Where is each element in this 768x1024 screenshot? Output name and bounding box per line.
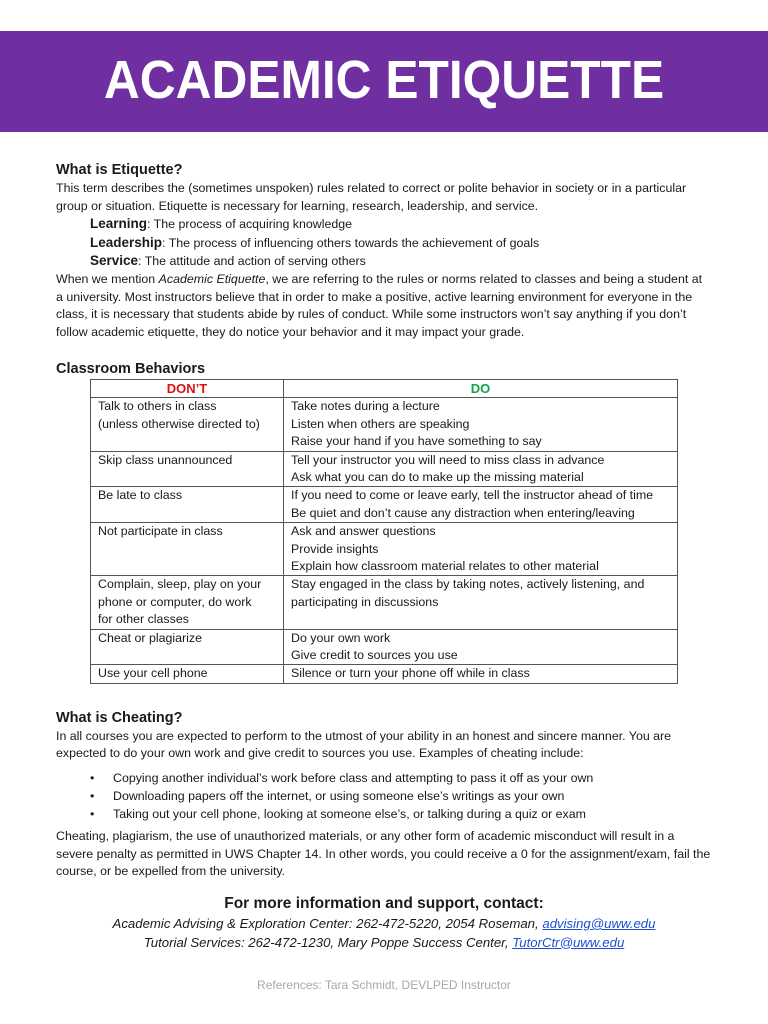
etiquette-intro: This term describes the (sometimes unspoken) rules related to correct or polite behavior in society or in a particular group or situation. Etiquette is necessary for learning, research, leadership, and service. xyxy=(56,181,687,213)
col-dont: DON’T xyxy=(91,380,284,398)
definition-learning: Learning: The process of acquiring knowledge xyxy=(90,216,353,232)
cell-line: Take notes during a lecture xyxy=(291,399,440,414)
cell-do xyxy=(284,629,678,665)
page-title: ACADEMIC ETIQUETTE xyxy=(103,50,665,110)
contact-heading: For more information and support, contact: xyxy=(224,895,544,912)
tutorial-email-link[interactable]: TutorCtr@uww.edu xyxy=(512,934,625,950)
cheating-intro: In all courses you are expected to perform to the utmost of your ability in an honest and sincere manner. You are expected to do your own work and give credit to sources you use. Examples of cheating include: xyxy=(56,728,672,761)
table-row xyxy=(91,665,678,683)
cheating-examples xyxy=(56,769,712,823)
definition-service: Service: The attitude and action of serving others xyxy=(90,253,366,269)
cell-do xyxy=(284,576,678,629)
etiquette-body: When we mention Academic Etiquette, we are referring to the rules or norms related to classes and being a student at a university. Most instructors believe that in order to make a positive, active learning environment for everyone in the class, it is necessary that students abide by rules of conduct. While some instructors won’t say anything if you don’t follow academic etiquette, they do notice your behavior and it may impact your grade. xyxy=(56,271,703,339)
cell-line: Silence or turn your phone off while in class xyxy=(291,666,530,681)
cell-do xyxy=(284,398,678,451)
cell-line: Not participate in class xyxy=(98,524,223,539)
cell-line: Complain, sleep, play on your xyxy=(98,577,262,592)
etiquette-heading: What is Etiquette? xyxy=(56,162,183,178)
col-do: DO xyxy=(284,380,678,398)
cell-do xyxy=(284,487,678,523)
title-banner xyxy=(0,31,768,132)
table-row xyxy=(91,576,678,629)
table-row xyxy=(91,487,678,523)
tutorial-line: Tutorial Services: 262-472-1230, Mary Poppe Success Center, TutorCtr@uww.edu xyxy=(143,934,625,950)
cell-dont xyxy=(91,665,284,683)
cell-dont xyxy=(91,629,284,665)
cell-line: Ask what you can do to make up the missing material xyxy=(291,469,584,484)
cell-line: Cheat or plagiarize xyxy=(98,630,203,645)
table-row xyxy=(91,398,678,451)
cell-line: Raise your hand if you have something to say xyxy=(291,434,542,449)
cheating-section xyxy=(56,708,712,881)
cell-line: Give credit to sources you use xyxy=(291,648,458,663)
cell-line: for other classes xyxy=(98,612,189,627)
cell-do xyxy=(284,523,678,576)
cell-line: Talk to others in class xyxy=(98,399,217,414)
cell-do xyxy=(284,665,678,683)
list-item: • Taking out your cell phone, looking at someone else’s, or talking during a quiz or exam xyxy=(90,805,712,823)
list-item: • Downloading papers off the internet, or using someone else’s writings as your own xyxy=(90,787,712,805)
table-row xyxy=(91,629,678,665)
cell-line: Be late to class xyxy=(98,488,183,503)
advising-line: Academic Advising & Exploration Center: 262-472-5220, 2054 Roseman, advising@uww.edu xyxy=(112,916,656,931)
cell-line: Use your cell phone xyxy=(98,666,208,681)
cell-line: Listen when others are speaking xyxy=(291,416,470,431)
contact-section xyxy=(0,893,768,952)
cell-line: Do your own work xyxy=(291,630,391,645)
cell-dont xyxy=(91,487,284,523)
list-item: • Copying another individual’s work before class and attempting to pass it off as your own xyxy=(90,769,712,787)
table-row xyxy=(91,451,678,487)
behaviors-table xyxy=(90,379,678,684)
cell-line: Skip class unannounced xyxy=(98,452,233,467)
cell-do xyxy=(284,451,678,487)
references: References: Tara Schmidt, DEVLPED Instructor xyxy=(257,978,511,992)
main-content xyxy=(56,160,712,881)
cell-line: participating in discussions xyxy=(291,594,439,609)
table-row xyxy=(91,523,678,576)
behaviors-section xyxy=(56,359,712,684)
cell-line: (unless otherwise directed to) xyxy=(98,416,260,431)
cell-dont xyxy=(91,576,284,629)
cell-line: Explain how classroom material relates to other material xyxy=(291,559,599,573)
cell-line: If you need to come or leave early, tell the instructor ahead of time xyxy=(291,488,654,503)
advising-email-link[interactable]: advising@uww.edu xyxy=(542,916,656,931)
cell-line: Be quiet and don’t cause any distraction when entering/leaving xyxy=(291,505,635,520)
behaviors-heading: Classroom Behaviors xyxy=(56,361,206,378)
cheating-heading: What is Cheating? xyxy=(56,709,183,726)
cell-dont xyxy=(91,523,284,576)
cell-line: Stay engaged in the class by taking notes, actively listening, and xyxy=(291,577,645,592)
cheating-consequence: Cheating, plagiarism, the use of unauthorized materials, or any other form of academic misconduct will result in a severe penalty as permitted in UWS Chapter 14. In other words, you could receive a 0 for the assignment/exam, fail the course, or be expelled from the university. xyxy=(56,829,711,879)
cell-line: phone or computer, do work xyxy=(98,594,252,609)
cell-line: Provide insights xyxy=(291,541,379,556)
cell-dont xyxy=(91,451,284,487)
cell-line: Ask and answer questions xyxy=(291,524,436,539)
cell-dont xyxy=(91,398,284,451)
definition-leadership: Leadership: The process of influencing others towards the achievement of goals xyxy=(90,234,540,250)
cell-line: Tell your instructor you will need to miss class in advance xyxy=(291,452,605,467)
